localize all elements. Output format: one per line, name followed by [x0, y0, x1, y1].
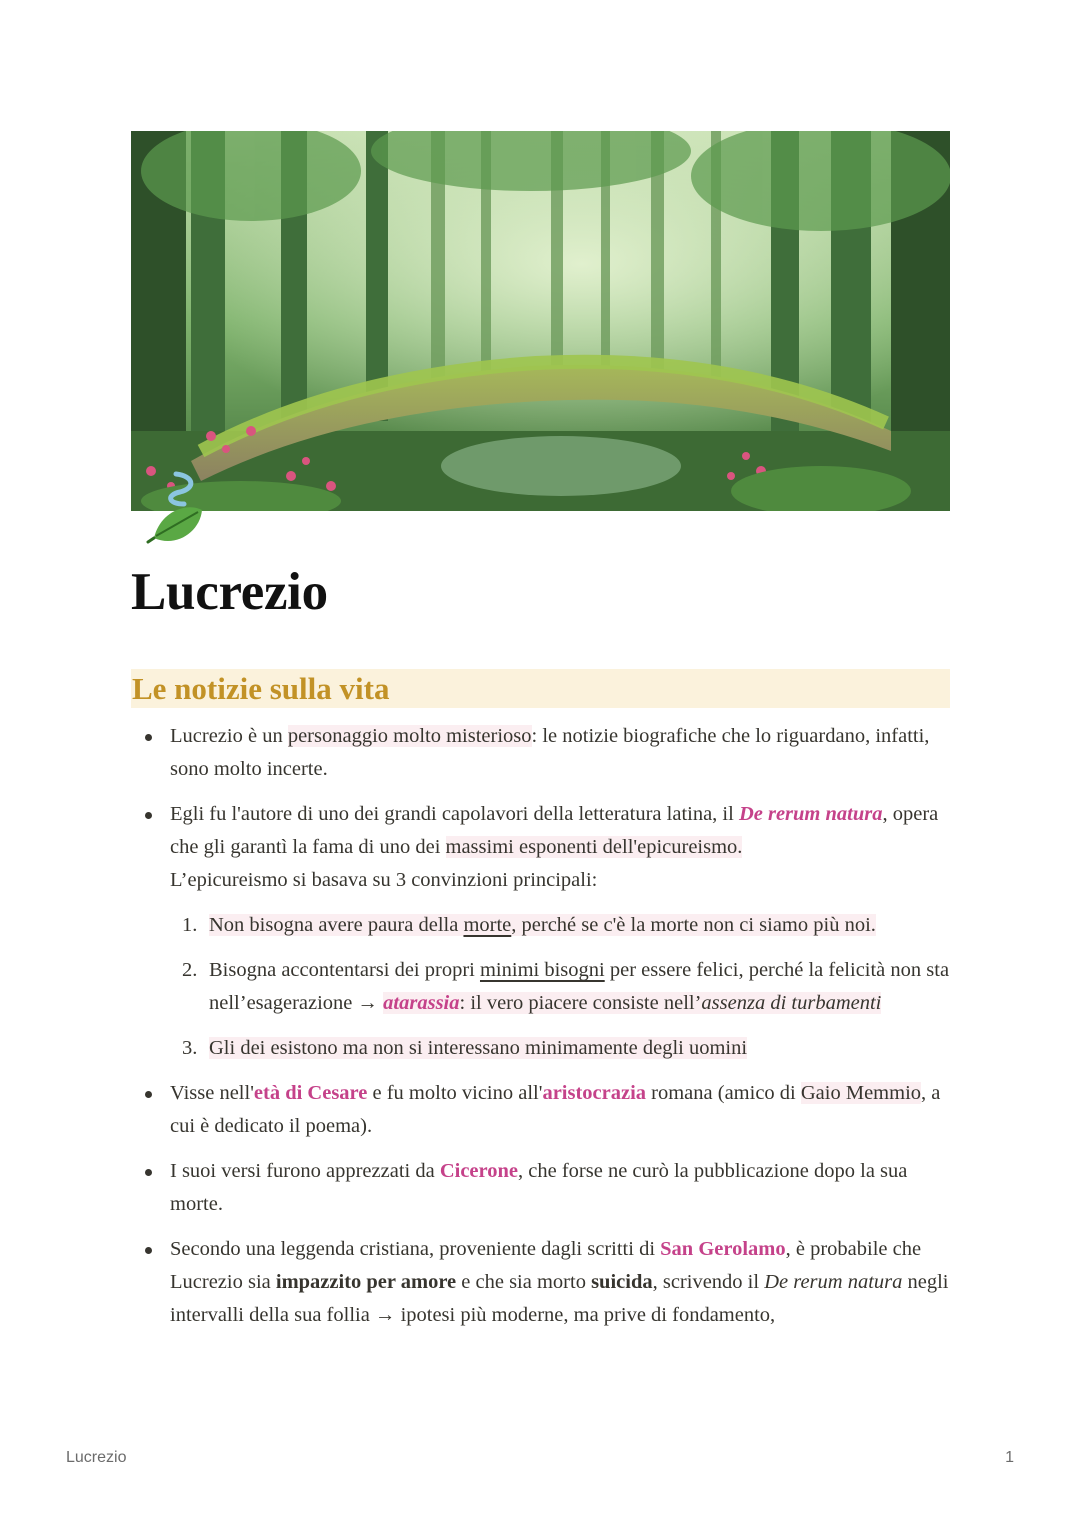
italic-text: assenza di turbamenti	[701, 992, 882, 1014]
list-item	[131, 720, 950, 786]
page-content	[131, 720, 950, 1344]
highlight: massimi esponenti dell'epicureismo.	[445, 836, 743, 858]
bullet-list	[131, 720, 950, 1332]
text: romana (amico di	[646, 1082, 801, 1104]
term: atarassia	[383, 992, 460, 1014]
keyword: aristocrazia	[542, 1082, 647, 1104]
forest-illustration	[131, 131, 950, 511]
numbered-item	[170, 909, 950, 942]
text: , è probabile che Lucrezio sia	[170, 1238, 922, 1293]
text: , a cui è dedicato il poema).	[170, 1082, 941, 1137]
text: e fu molto vicino all'	[367, 1082, 543, 1104]
text: e che sia morto	[456, 1271, 592, 1293]
text: Non bisogna avere paura della	[209, 914, 464, 936]
section-heading	[131, 669, 950, 708]
item-number: 2.	[182, 959, 198, 981]
item-number: 3.	[182, 1037, 198, 1059]
text: per essere felici, perché la felicità non sta nell’esagerazione	[209, 959, 950, 1014]
text: Egli fu l'autore di uno dei grandi capolavori della letteratura latina, il	[170, 803, 739, 825]
numbered-item	[170, 1032, 950, 1065]
list-item	[131, 798, 950, 1065]
text: Secondo una leggenda cristiana, proveniente dagli scritti di	[170, 1238, 661, 1260]
leaf-icon	[146, 470, 206, 552]
numbered-list	[170, 909, 950, 1065]
item-number: 1.	[182, 914, 198, 936]
cover-image	[131, 131, 950, 511]
underlined-term: minimi bisogni	[479, 959, 605, 981]
highlight: personaggio molto misterioso	[287, 725, 532, 747]
text: L’epicureismo si basava su 3 convinzioni principali:	[170, 869, 598, 891]
highlight	[209, 914, 876, 936]
text: , perché se c'è la morte non ci siamo più noi.	[511, 914, 876, 936]
underlined-term: morte	[463, 914, 512, 936]
text: Visse nell'	[170, 1082, 254, 1104]
text: : le notizie biografiche che lo riguardano, infatti, sono molto incerte.	[170, 725, 930, 780]
work-title: De rerum natura	[738, 803, 883, 825]
keyword: età di Cesare	[253, 1082, 368, 1104]
highlight: Gaio Memmio	[800, 1082, 922, 1104]
text: negli intervalli della sua follia	[170, 1271, 949, 1326]
footer-title: Lucrezio	[66, 1449, 127, 1466]
text: : il vero piacere consiste nell’	[459, 992, 702, 1014]
text: I suoi versi furono apprezzati da	[170, 1160, 440, 1182]
arrow-icon: →	[357, 992, 379, 1014]
bold-text: impazzito per amore	[275, 1271, 457, 1293]
page-number: 1	[1005, 1449, 1014, 1466]
italic-text: De rerum natura	[764, 1271, 903, 1293]
page-title: Lucrezio	[131, 563, 328, 621]
text: , scrivendo il	[652, 1271, 765, 1293]
keyword: San Gerolamo	[660, 1238, 786, 1260]
keyword: Cicerone	[439, 1160, 519, 1182]
text: Bisogna accontentarsi dei propri	[209, 959, 480, 981]
text: Lucrezio è un	[170, 725, 288, 747]
text: , che forse ne curò la pubblicazione dopo la sua morte.	[170, 1160, 908, 1215]
list-item	[131, 1155, 950, 1221]
numbered-item	[170, 954, 950, 1020]
bold-text: suicida	[591, 1271, 653, 1293]
text: , opera che gli garantì la fama di uno dei	[170, 803, 939, 858]
arrow-icon: →	[374, 1304, 396, 1326]
list-item	[131, 1233, 950, 1332]
list-item	[131, 1077, 950, 1143]
text: Gli dei esistono ma non si interessano minimamente degli uomini	[209, 1037, 748, 1059]
section-heading-text: Le notizie sulla vita	[132, 671, 390, 706]
text: ipotesi più moderne, ma prive di fondamento,	[395, 1304, 776, 1326]
